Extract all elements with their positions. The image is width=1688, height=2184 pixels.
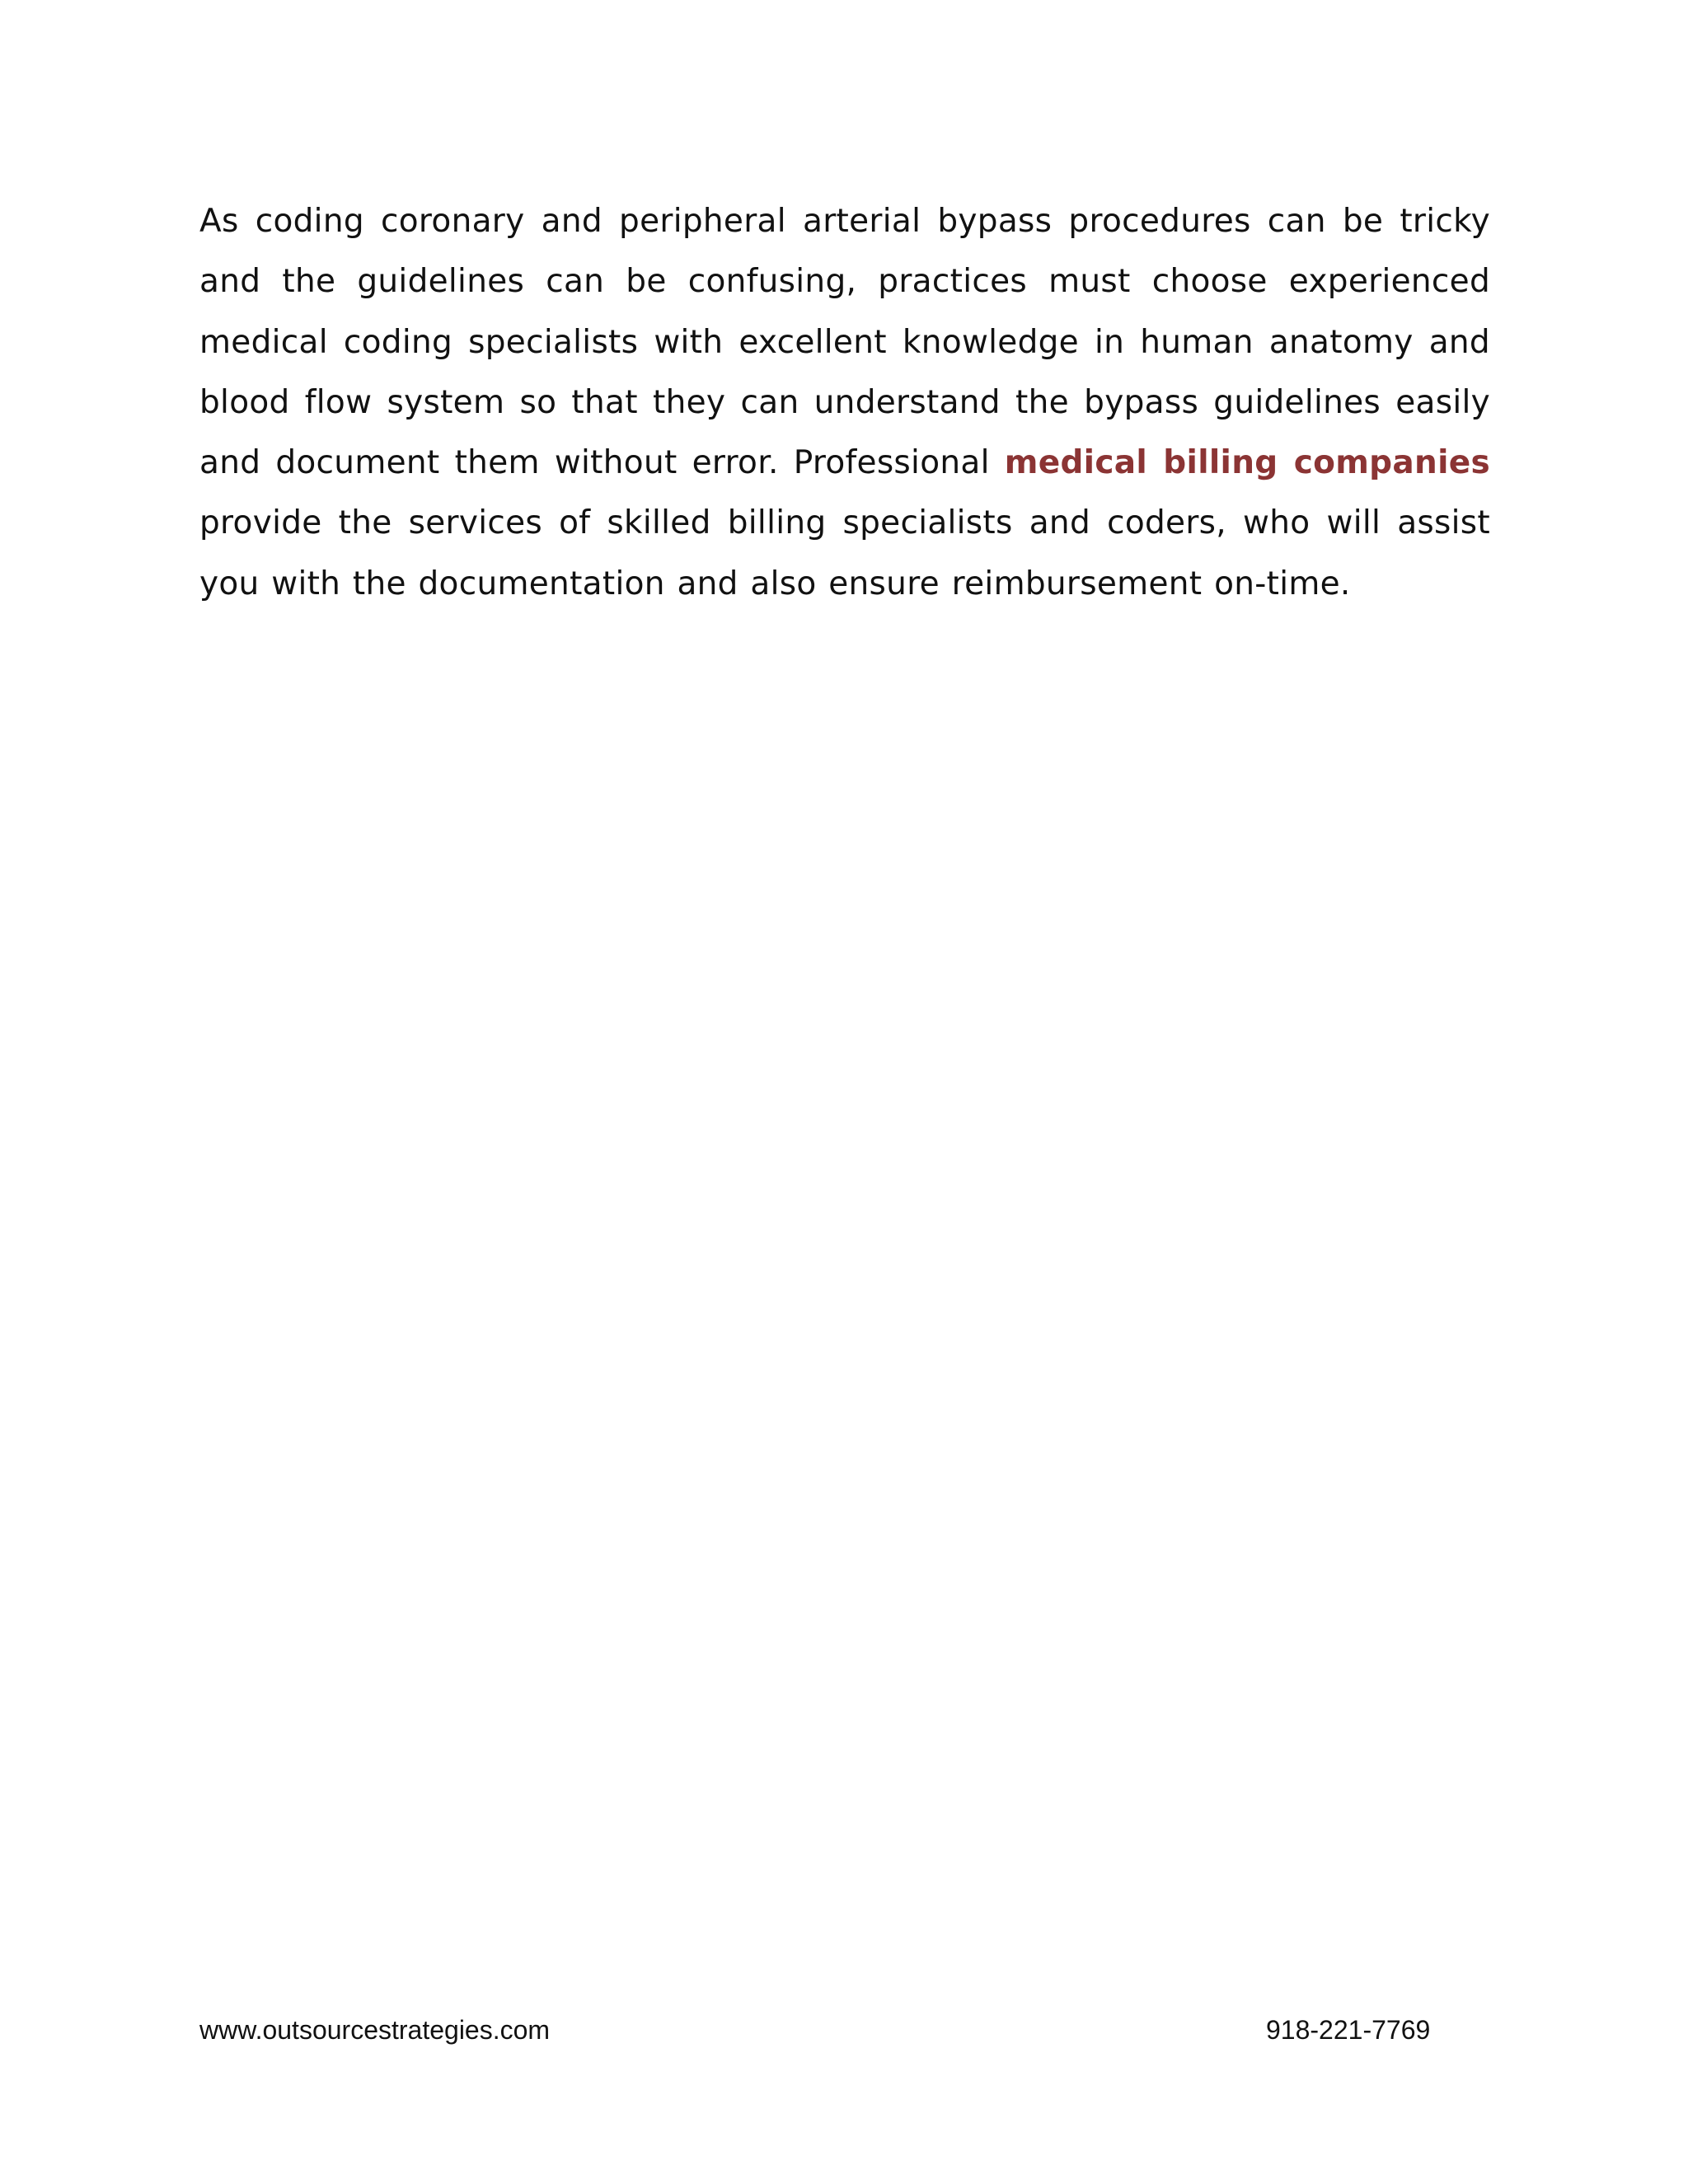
- paragraph-text-before-link: As coding coronary and peripheral arterial bypass procedures can be tricky and the guidelines can be confusing, practices must choose experienced medical coding specialists with excellent knowledge in human anatomy and blood flow system so that they can understand the bypass guidelines easily and document them without error. Professional: [199, 203, 1490, 482]
- footer-phone: 918-221-7769: [1266, 2015, 1431, 2045]
- footer-website: www.outsourcestrategies.com: [199, 2015, 551, 2045]
- body-paragraph: [199, 191, 1490, 614]
- paragraph-text-after-link: provide the services of skilled billing specialists and coders, who will assist you with the documentation and also ensure reimbursement on-time.: [199, 504, 1490, 602]
- medical-billing-companies-link[interactable]: medical billing companies: [1004, 444, 1491, 482]
